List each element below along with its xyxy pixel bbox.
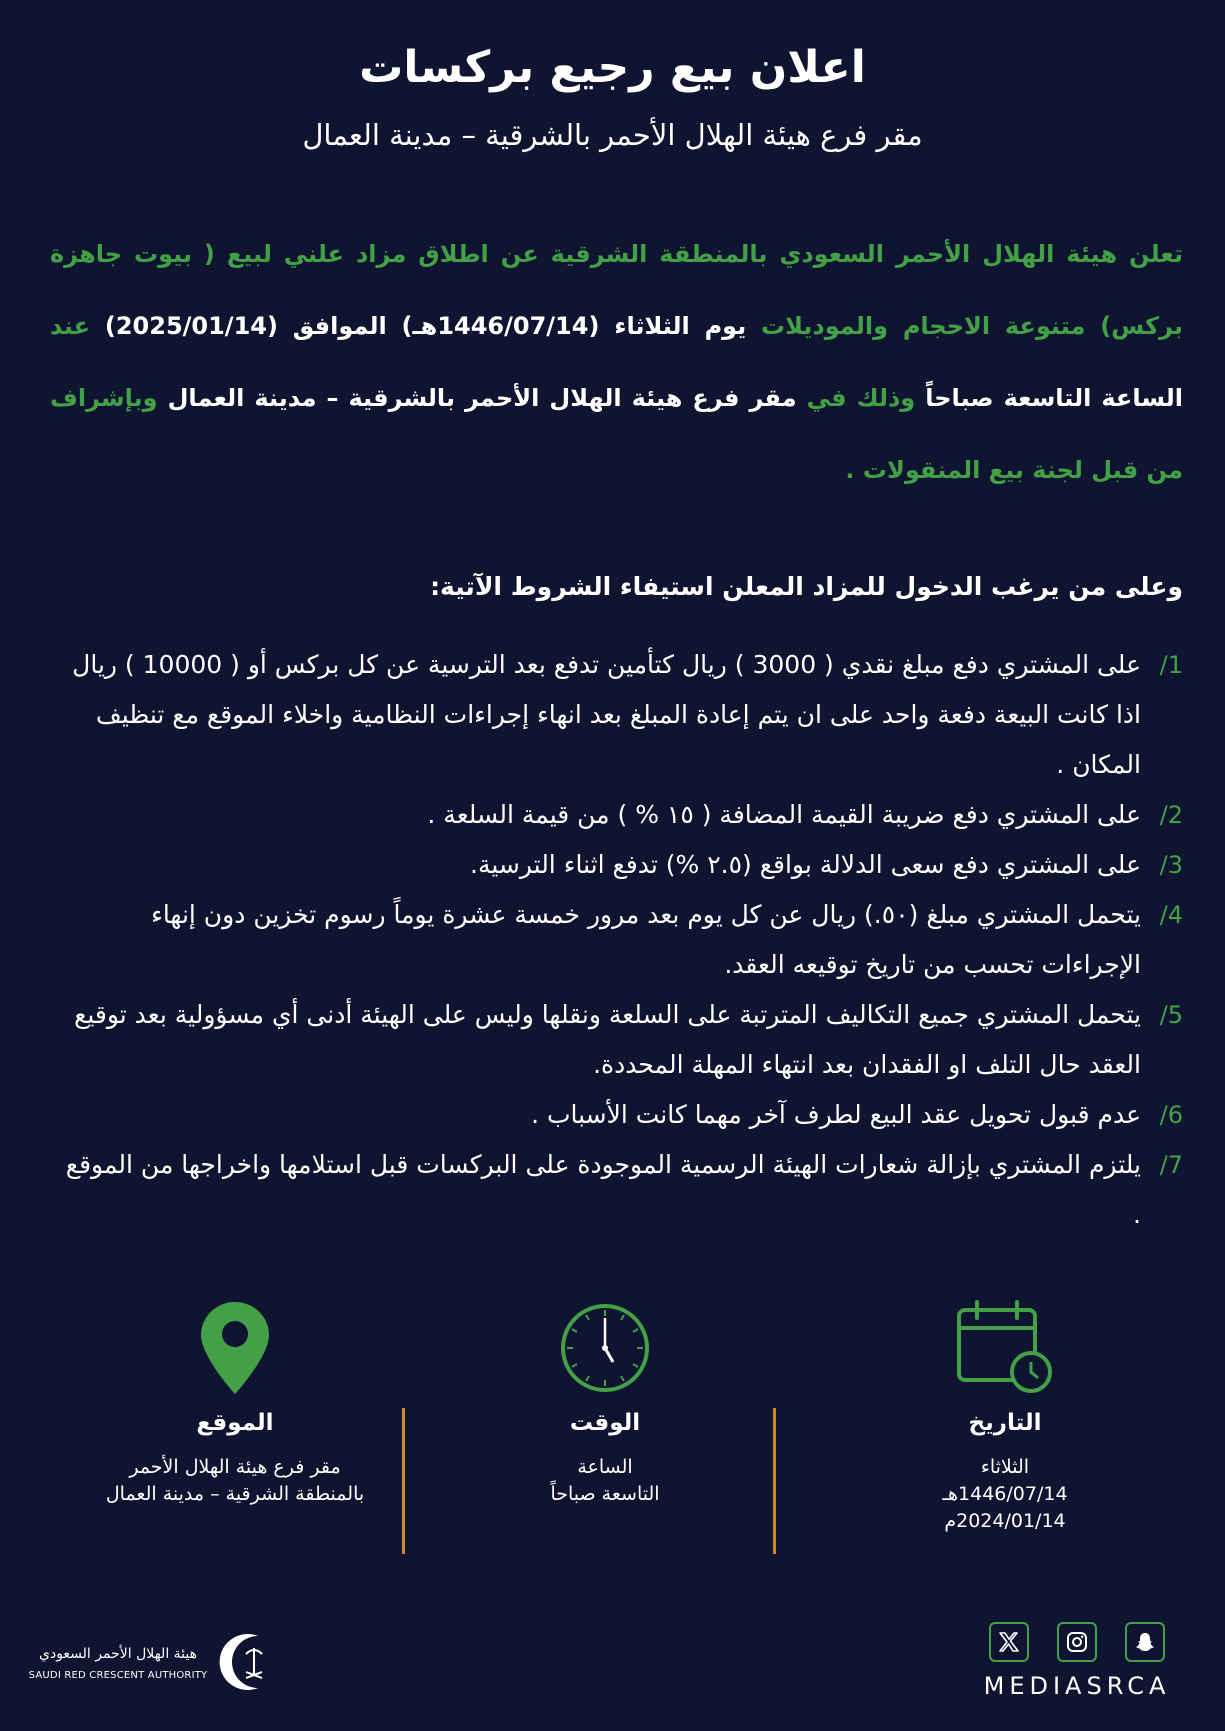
time-line-2: التاسعة صباحاً bbox=[550, 1483, 660, 1505]
logo-text-arabic: هيئة الهلال الأحمر السعودي bbox=[39, 1646, 197, 1662]
condition-number: 3/ bbox=[1159, 851, 1183, 879]
x-icon[interactable] bbox=[989, 1622, 1029, 1662]
condition-item bbox=[50, 990, 1183, 1090]
page-title: اعلان بيع رجيع بركسات bbox=[359, 42, 866, 93]
time-info bbox=[435, 1300, 775, 1508]
intro-time-text: الساعة التاسعة صباحاً bbox=[915, 384, 1183, 412]
clock-icon bbox=[557, 1300, 653, 1396]
time-line-1: الساعة bbox=[577, 1456, 633, 1478]
time-details bbox=[435, 1454, 775, 1508]
location-line-1: مقر فرع هيئة الهلال الأحمر bbox=[129, 1456, 341, 1478]
location-details bbox=[65, 1454, 405, 1508]
logo-text-english: SAUDI RED CRESCENT AUTHORITY bbox=[28, 1670, 208, 1681]
condition-number: 7/ bbox=[1159, 1151, 1183, 1179]
condition-number: 2/ bbox=[1159, 801, 1183, 829]
condition-item bbox=[50, 1090, 1183, 1140]
social-icons bbox=[977, 1622, 1177, 1662]
intro-date-text: يوم الثلاثاء (1446/07/14هـ) الموافق (2025/01/14) bbox=[90, 312, 747, 340]
date-day: الثلاثاء bbox=[980, 1456, 1030, 1478]
location-info bbox=[65, 1300, 405, 1508]
condition-text: يتحمل المشتري جميع التكاليف المترتبة على السلعة ونقلها وليس على الهيئة أدنى أي مسؤولية بعد توقيع العقد حال التلف او الفقدان بعد انتهاء المهلة المحددة. bbox=[74, 1000, 1141, 1079]
location-title: الموقع bbox=[196, 1410, 274, 1436]
condition-number: 1/ bbox=[1159, 651, 1183, 679]
date-info bbox=[835, 1300, 1175, 1535]
social-section bbox=[977, 1622, 1177, 1700]
date-hijri: 1446/07/14هـ bbox=[942, 1483, 1068, 1505]
condition-text: على المشتري دفع سعى الدلالة بواقع (٢.٥ %) تدفع اثناء الترسية. bbox=[470, 850, 1141, 879]
condition-item bbox=[50, 840, 1183, 890]
calendar-icon bbox=[955, 1300, 1055, 1396]
condition-text: على المشتري دفع مبلغ نقدي ( 3000 ) ريال كتأمين تدفع بعد الترسية عن كل بركس أو ( 10000 ) ريال اذا كانت البيعة دفعة واحد على ان يتم إعادة المبلغ بعد انهاء إجراءات النظامية واخلاء الموقع مع تنظيف المكان . bbox=[72, 650, 1141, 779]
social-handle: MEDIASRCA bbox=[983, 1672, 1171, 1700]
condition-text: يلتزم المشتري بإزالة شعارات الهيئة الرسمية الموجودة على البركسات قبل استلامها واخراجها من الموقع . bbox=[65, 1150, 1141, 1229]
authority-logo bbox=[28, 1628, 278, 1698]
page-subtitle: مقر فرع هيئة الهلال الأحمر بالشرقية – مدينة العمال bbox=[302, 118, 923, 152]
intro-paragraph bbox=[50, 218, 1183, 506]
instagram-icon[interactable] bbox=[1057, 1622, 1097, 1662]
intro-text-2: عند bbox=[50, 312, 91, 340]
condition-item bbox=[50, 890, 1183, 990]
info-section bbox=[50, 1300, 1175, 1560]
location-pin-icon bbox=[199, 1300, 271, 1396]
condition-item bbox=[50, 640, 1183, 790]
condition-number: 6/ bbox=[1159, 1101, 1183, 1129]
date-gregorian: 2024/01/14م bbox=[944, 1510, 1066, 1532]
condition-number: 4/ bbox=[1159, 901, 1183, 929]
date-details bbox=[835, 1454, 1175, 1535]
condition-text: عدم قبول تحويل عقد البيع لطرف آخر مهما كانت الأسباب . bbox=[531, 1100, 1141, 1129]
condition-number: 5/ bbox=[1159, 1001, 1183, 1029]
date-title: التاريخ bbox=[968, 1410, 1042, 1436]
condition-item bbox=[50, 1140, 1183, 1240]
intro-text-3: وذلك في bbox=[796, 384, 916, 412]
snapchat-icon[interactable] bbox=[1125, 1622, 1165, 1662]
location-line-2: بالمنطقة الشرقية – مدينة العمال bbox=[105, 1483, 365, 1505]
intro-location-text: مقر فرع هيئة الهلال الأحمر بالشرقية – مدينة العمال bbox=[157, 384, 797, 412]
condition-text: يتحمل المشتري مبلغ (٥٠.) ريال عن كل يوم بعد مرور خمسة عشرة يوماً رسوم تخزين دون إنهاء الإجراءات تحسب من تاريخ توقيعه العقد. bbox=[151, 900, 1141, 979]
condition-text: على المشتري دفع ضريبة القيمة المضافة ( ١٥ % ) من قيمة السلعة . bbox=[427, 800, 1141, 829]
conditions-heading: وعلى من يرغب الدخول للمزاد المعلن استيفاء الشروط الآتية: bbox=[430, 572, 1183, 601]
condition-item bbox=[50, 790, 1183, 840]
time-title: الوقت bbox=[569, 1410, 641, 1436]
intro-text-4: وبإشراف من قبل لجنة بيع المنقولات . bbox=[50, 384, 1183, 484]
conditions-list bbox=[50, 640, 1183, 1240]
intro-text-1: تعلن هيئة الهلال الأحمر السعودي بالمنطقة الشرقية عن اطلاق مزاد علني لبيع ( بيوت جاهزة بركس) متنوعة الاحجام والموديلات bbox=[50, 240, 1183, 340]
crescent-logo-icon bbox=[218, 1632, 274, 1692]
